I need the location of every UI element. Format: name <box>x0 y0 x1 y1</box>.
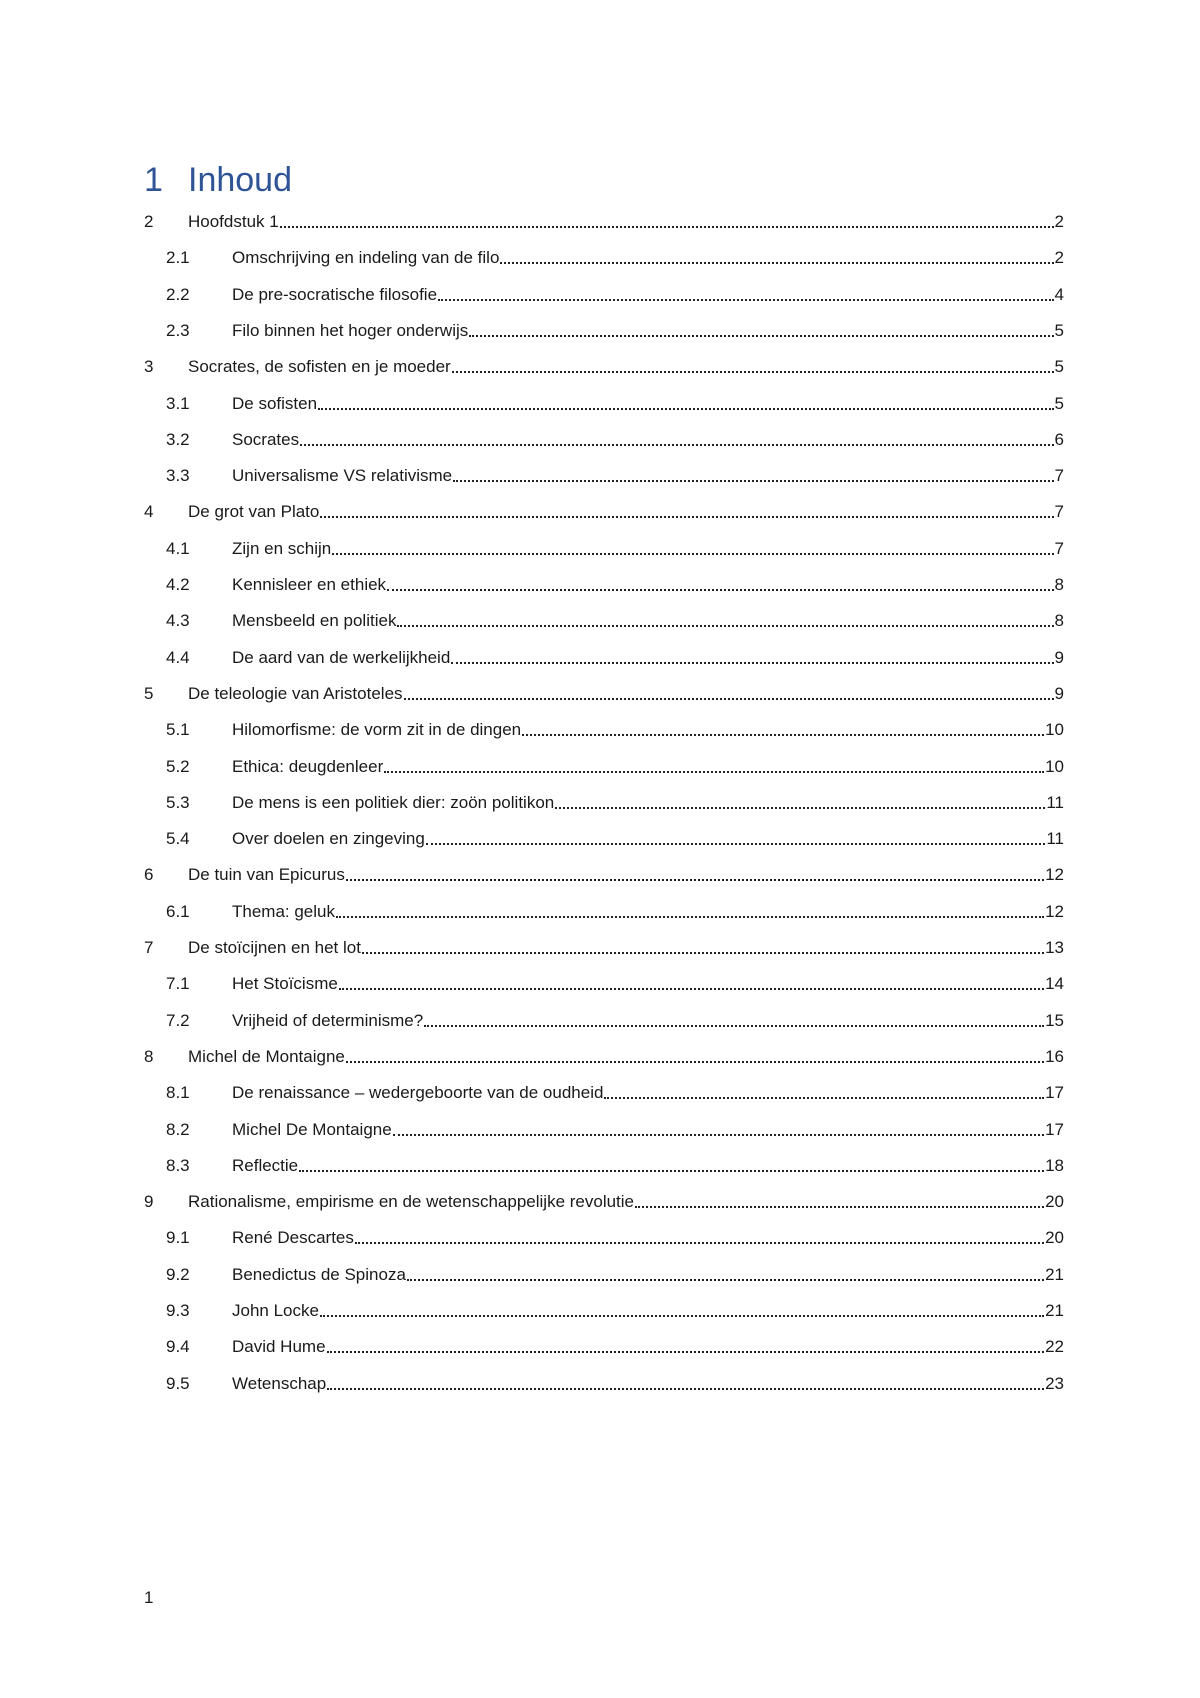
toc-entry-page: 2 <box>1054 248 1064 268</box>
toc-dot-leader <box>300 443 1053 446</box>
toc-dot-leader <box>336 915 1044 918</box>
toc-entry-number: 9.5 <box>166 1373 190 1393</box>
toc-dot-leader <box>635 1205 1044 1208</box>
toc-heading-title: Inhoud <box>188 161 292 199</box>
toc-entry[interactable] <box>144 788 1064 814</box>
toc-entry-title: De teleologie van Aristoteles <box>188 683 403 703</box>
toc-entry-number: 3.2 <box>166 429 190 449</box>
toc-dot-leader <box>355 1241 1044 1244</box>
toc-entry-page: 13 <box>1045 938 1064 957</box>
toc-dot-leader <box>332 552 1053 555</box>
toc-entry-title: Het Stoïcisme <box>232 974 338 994</box>
toc-dot-leader <box>522 733 1044 736</box>
toc-entry-title: Rationalisme, empirisme en de wetenschappelijke revolutie <box>188 1192 635 1212</box>
toc-entry-number: 3.1 <box>166 393 190 413</box>
toc-entry-number: 6 <box>144 865 154 885</box>
toc-entry-title: Hilomorfisme: de vorm zit in de dingen <box>232 720 522 740</box>
toc-entry-page: 15 <box>1045 1010 1064 1030</box>
toc-entry-page: 11 <box>1046 792 1064 812</box>
toc-entry[interactable] <box>144 824 1064 850</box>
toc-entry[interactable] <box>144 715 1064 741</box>
toc-dot-leader <box>384 770 1044 773</box>
toc-entry-number: 5.4 <box>166 829 190 849</box>
toc-dot-leader <box>397 624 1053 627</box>
toc-entry-number: 9.2 <box>166 1264 190 1284</box>
toc-dot-leader <box>393 1133 1044 1136</box>
toc-entry-page: 20 <box>1045 1192 1064 1212</box>
toc-dot-leader <box>426 842 1046 845</box>
toc-entry-page: 5 <box>1054 393 1064 413</box>
toc-entry-page: 7 <box>1054 466 1064 486</box>
toc-entry-number: 9.1 <box>166 1228 190 1248</box>
toc-entry-page: 23 <box>1045 1373 1064 1393</box>
toc-dot-leader <box>451 661 1053 664</box>
toc-entry-page: 7 <box>1054 538 1064 558</box>
toc-entry-page: 21 <box>1045 1264 1064 1284</box>
toc-entry[interactable] <box>144 897 1064 923</box>
toc-entry[interactable] <box>144 1223 1064 1249</box>
toc-entry-number: 8.1 <box>166 1083 190 1103</box>
toc-entry[interactable] <box>144 316 1064 342</box>
toc-entry-title: Filo binnen het hoger onderwijs <box>232 320 469 340</box>
toc-entry[interactable] <box>144 352 1064 378</box>
toc-entry[interactable] <box>144 497 1064 523</box>
toc-dot-leader <box>438 298 1054 301</box>
toc-entry-page: 12 <box>1045 865 1064 885</box>
toc-entry-number: 3 <box>144 357 154 377</box>
toc-entry-page: 11 <box>1046 829 1064 849</box>
toc-entry-title: Omschrijving en indeling van de filo <box>232 248 500 268</box>
toc-dot-leader <box>339 987 1044 990</box>
toc-entry-number: 5 <box>144 683 154 703</box>
toc-entry-title: Kennisleer en ethiek <box>232 575 387 594</box>
toc-entry[interactable] <box>144 1260 1064 1286</box>
toc-entry[interactable] <box>144 1296 1064 1322</box>
toc-dot-leader <box>452 370 1054 373</box>
toc-entry-number: 9 <box>144 1192 154 1212</box>
toc-entry-number: 9.4 <box>166 1337 190 1357</box>
toc-entry-number: 8.3 <box>166 1155 190 1175</box>
toc-entry-page: 4 <box>1054 284 1064 304</box>
toc-entry-number: 4.4 <box>166 647 190 667</box>
toc-entry-number: 2.2 <box>166 284 190 304</box>
toc-entry[interactable] <box>144 933 1064 959</box>
toc-entry[interactable] <box>144 1042 1064 1068</box>
toc-entry[interactable] <box>144 243 1064 269</box>
toc-entry[interactable] <box>144 1332 1064 1358</box>
toc-entry[interactable] <box>144 679 1064 705</box>
toc-entry[interactable] <box>144 207 1064 233</box>
toc-entry-title: Universalisme VS relativisme <box>232 466 453 486</box>
toc-entry[interactable] <box>144 1115 1064 1141</box>
toc-entry[interactable] <box>144 1369 1064 1395</box>
toc-entry[interactable] <box>144 425 1064 451</box>
toc-entry-title: Mensbeeld en politiek <box>232 611 397 631</box>
toc-entry-page: 18 <box>1045 1155 1064 1175</box>
toc-entry-title: De tuin van Epicurus <box>188 865 345 885</box>
toc-entry-page: 2 <box>1054 212 1064 231</box>
toc-entry-number: 4 <box>144 502 154 522</box>
toc-entry[interactable] <box>144 389 1064 415</box>
toc-entry-page: 10 <box>1045 720 1064 740</box>
toc-entry-number: 2 <box>144 212 154 231</box>
toc-entry-page: 5 <box>1054 320 1064 340</box>
toc-entry-page: 8 <box>1054 611 1064 631</box>
toc-dot-leader <box>555 806 1045 809</box>
toc-entry-page: 21 <box>1045 1301 1064 1320</box>
toc-entry-title: De sofisten <box>232 393 318 413</box>
toc-entry-page: 12 <box>1045 901 1064 921</box>
toc-entry-page: 9 <box>1054 647 1064 667</box>
toc-dot-leader <box>318 407 1053 410</box>
toc-entry-title: Over doelen en zingeving <box>232 829 425 849</box>
toc-dot-leader <box>327 1387 1044 1390</box>
toc-entry-number: 8.2 <box>166 1119 190 1139</box>
toc-entry-page: 14 <box>1045 974 1064 994</box>
toc-dot-leader <box>320 1314 1044 1317</box>
toc-dot-leader <box>604 1096 1044 1099</box>
toc-heading <box>144 160 292 200</box>
toc-entry-title: David Hume <box>232 1337 326 1357</box>
toc-entry-number: 4.2 <box>166 575 190 594</box>
toc-entry[interactable] <box>144 752 1064 778</box>
toc-entry-number: 4.1 <box>166 538 190 558</box>
toc-entry-number: 7 <box>144 938 154 957</box>
footer-page-number: 1 <box>144 1588 154 1607</box>
toc-dot-leader <box>469 334 1053 337</box>
toc-entry[interactable] <box>144 534 1064 560</box>
toc-entry-page: 20 <box>1045 1228 1064 1248</box>
toc-entry-title: Benedictus de Spinoza <box>232 1264 406 1284</box>
toc-entry-number: 3.3 <box>166 466 190 486</box>
toc-entry-title: John Locke <box>232 1301 319 1320</box>
toc-entry-number: 7.2 <box>166 1010 190 1030</box>
toc-dot-leader <box>299 1169 1044 1172</box>
toc-entry-title: Zijn en schijn <box>232 538 332 558</box>
toc-entry-number: 8 <box>144 1046 154 1066</box>
toc-entry-number: 9.3 <box>166 1301 190 1320</box>
toc-entry[interactable] <box>144 606 1064 632</box>
toc-entry-page: 6 <box>1054 429 1064 449</box>
toc-entry-page: 8 <box>1054 575 1064 594</box>
toc-dot-leader <box>346 1060 1044 1063</box>
toc-entry-title: De mens is een politiek dier: zoön politikon <box>232 792 555 812</box>
toc-entry[interactable] <box>144 570 1064 596</box>
toc-entry-title: Thema: geluk <box>232 901 335 921</box>
toc-entry-page: 10 <box>1045 756 1064 776</box>
toc-entry[interactable] <box>144 643 1064 669</box>
toc-entry-number: 6.1 <box>166 901 190 921</box>
toc-entry-page: 16 <box>1045 1046 1064 1066</box>
toc-entry[interactable] <box>144 1187 1064 1213</box>
toc-entry-page: 22 <box>1045 1337 1064 1357</box>
toc-dot-leader <box>327 1350 1045 1353</box>
toc-dot-leader <box>320 515 1053 518</box>
toc-entry-page: 5 <box>1054 357 1064 377</box>
toc-entry-title: Wetenschap <box>232 1373 327 1393</box>
toc-entry-number: 5.2 <box>166 756 190 776</box>
toc-dot-leader <box>387 588 1053 591</box>
toc-entry-page: 9 <box>1054 683 1064 703</box>
toc-entry-title: De aard van de werkelijkheid <box>232 647 451 667</box>
toc-entry-number: 4.3 <box>166 611 190 631</box>
toc-entry[interactable] <box>144 969 1064 995</box>
toc-entry-title: Socrates, de sofisten en je moeder <box>188 357 451 377</box>
toc-entry-title: De renaissance – wedergeboorte van de oudheid <box>232 1083 604 1103</box>
toc-entry-page: 17 <box>1045 1119 1064 1139</box>
toc-entry-title: Hoofdstuk 1 <box>188 212 279 231</box>
toc-dot-leader <box>500 261 1053 264</box>
toc-entry[interactable] <box>144 1006 1064 1032</box>
toc-entry[interactable] <box>144 860 1064 886</box>
toc-entry-number: 2.3 <box>166 320 190 340</box>
toc-entry-title: Ethica: deugdenleer <box>232 756 384 776</box>
toc-entry-number: 5.1 <box>166 720 190 740</box>
toc-dot-leader <box>424 1024 1044 1027</box>
toc-entry[interactable] <box>144 1151 1064 1177</box>
toc-entry-title: Michel de Montaigne <box>188 1046 345 1066</box>
toc-entry-title: De stoïcijnen en het lot <box>188 938 361 957</box>
toc-dot-leader <box>404 697 1054 700</box>
toc-entry-title: Michel De Montaigne <box>232 1119 392 1139</box>
toc-entry-title: De pre-socratische filosofie <box>232 284 438 304</box>
toc-dot-leader <box>453 479 1053 482</box>
toc-entry-title: De grot van Plato <box>188 502 320 522</box>
toc-entry-title: Vrijheid of determinisme? <box>232 1010 424 1030</box>
toc-entry-page: 17 <box>1045 1083 1064 1103</box>
toc-dot-leader <box>280 225 1054 228</box>
toc-entry-number: 2.1 <box>166 248 190 268</box>
toc-heading-number: 1 <box>144 161 163 199</box>
toc-dot-leader <box>346 878 1044 881</box>
toc-entry[interactable] <box>144 1078 1064 1104</box>
toc-entry-page: 7 <box>1054 502 1064 522</box>
toc-entry-title: Reflectie <box>232 1155 299 1175</box>
toc-dot-leader <box>362 951 1044 954</box>
toc-entry-title: Socrates <box>232 429 300 449</box>
toc-entry-number: 7.1 <box>166 974 190 994</box>
toc-entry-title: René Descartes <box>232 1228 354 1248</box>
toc-entry-number: 5.3 <box>166 792 190 812</box>
toc-dot-leader <box>407 1278 1044 1281</box>
toc-entry[interactable] <box>144 280 1064 306</box>
toc-entry[interactable] <box>144 461 1064 487</box>
